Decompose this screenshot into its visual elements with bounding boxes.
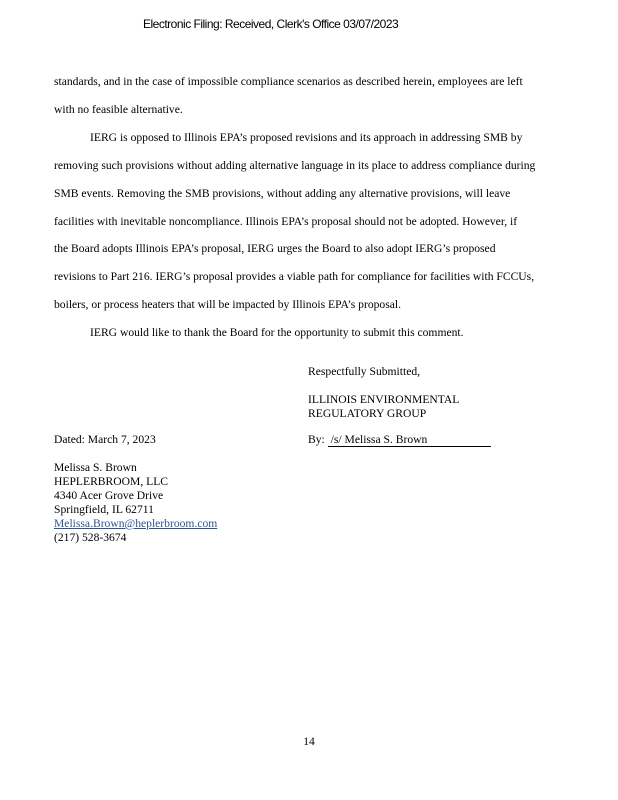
paragraph-line: standards, and in the case of impossible compliance scenarios as described herein, employees are left: [54, 75, 523, 88]
paragraph-line: the Board adopts Illinois EPA’s proposal, IERG urges the Board to also adopt IERG’s proposed: [54, 242, 496, 256]
contact-email-link[interactable]: Melissa.Brown@heplerbroom.com: [54, 517, 218, 530]
paragraph-line: removing such provisions without adding alternative language in its place to address compliance during: [54, 158, 536, 172]
signature-block: [308, 365, 459, 421]
contact-firm: HEPLERBROOM, LLC: [54, 475, 169, 488]
paragraph-line: SMB events. Removing the SMB provisions, without adding any alternative provisions, will leave: [54, 186, 511, 200]
filing-stamp: Electronic Filing: Received, Clerk's Office 03/07/2023: [143, 17, 399, 31]
contact-block: [54, 461, 217, 545]
contact-phone: (217) 528-3674: [54, 531, 127, 544]
paragraph-line: revisions to Part 216. IERG’s proposal provides a viable path for compliance for facilities with FCCUs,: [54, 270, 535, 284]
page-number: 14: [303, 735, 315, 748]
org-name-line-1: ILLINOIS ENVIRONMENTAL: [308, 393, 460, 406]
paragraph-line: with no feasible alternative.: [54, 102, 183, 116]
by-label: By:: [308, 433, 325, 446]
paragraph-3: [54, 319, 574, 347]
paragraph-2: [54, 124, 574, 319]
paragraph-line: IERG would like to thank the Board for the opportunity to submit this comment.: [90, 326, 464, 340]
org-name: [308, 393, 459, 421]
by-line: [308, 433, 491, 447]
body-text: [54, 68, 574, 347]
contact-street: 4340 Acer Grove Drive: [54, 489, 164, 502]
paragraph-line: IERG is opposed to Illinois EPA’s proposed revisions and its approach in addressing SMB by: [90, 130, 523, 144]
paragraph-1: [54, 68, 574, 124]
paragraph-line: facilities with inevitable noncompliance. Illinois EPA’s proposal should not be adopted. However, if: [54, 214, 518, 228]
closing: Respectfully Submitted,: [308, 365, 421, 378]
org-name-line-2: REGULATORY GROUP: [308, 407, 427, 420]
contact-name: Melissa S. Brown: [54, 461, 137, 474]
signature-line: /s/ Melissa S. Brown: [328, 433, 491, 447]
dated-line: Dated: March 7, 2023: [54, 433, 156, 446]
paragraph-line: boilers, or process heaters that will be impacted by Illinois EPA’s proposal.: [54, 298, 402, 312]
contact-city: Springfield, IL 62711: [54, 503, 154, 516]
